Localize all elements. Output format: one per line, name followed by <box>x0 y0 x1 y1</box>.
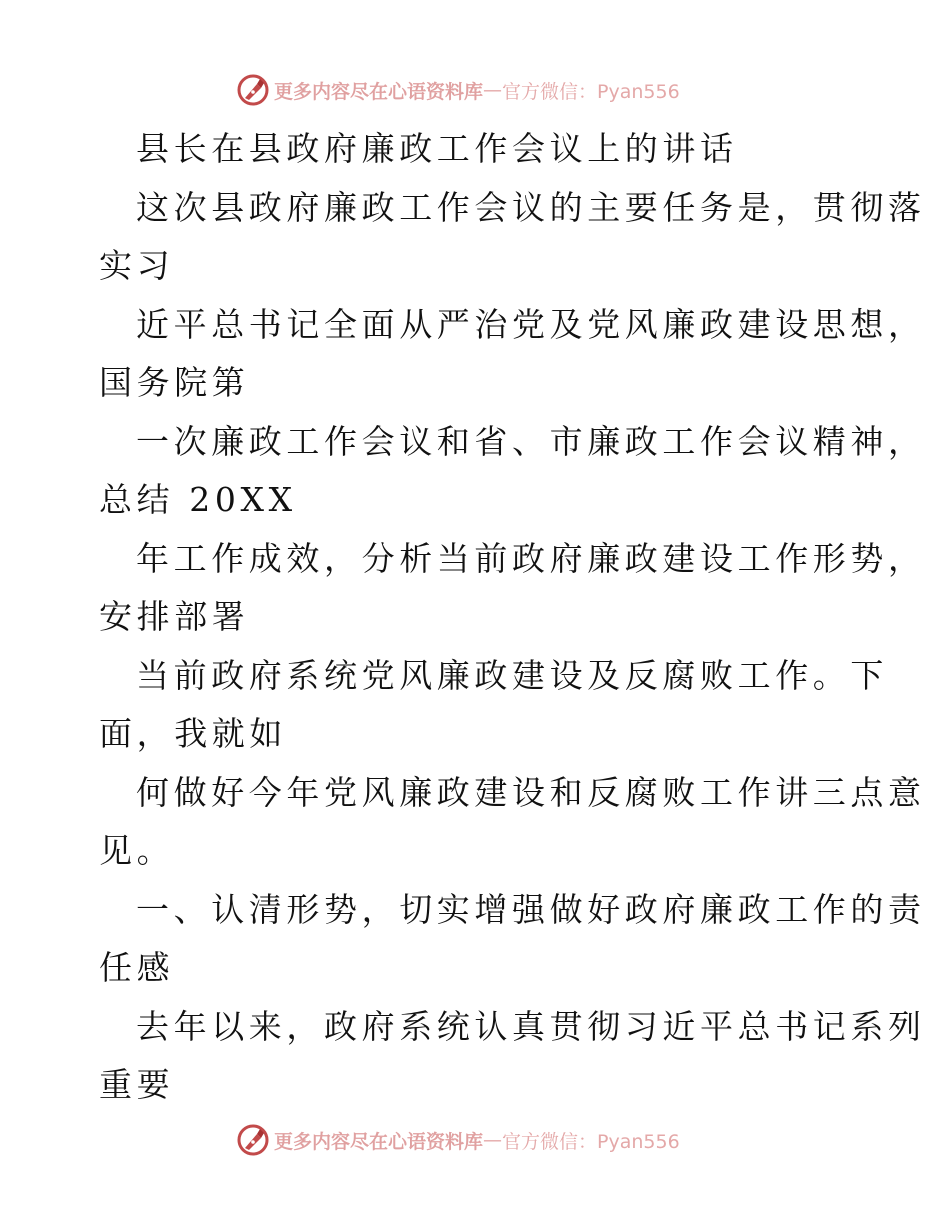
paragraph-line: 年工作成效，分析当前政府廉政建设工作形势， <box>136 538 926 578</box>
paragraph-line: 一次廉政工作会议和省、市廉政工作会议精神， <box>136 421 926 461</box>
paragraph-line: 去年以来，政府系统认真贯彻习近平总书记系列 <box>136 1006 926 1046</box>
section-heading-continued: 任感 <box>99 948 175 987</box>
paragraph-line: 见。 <box>99 831 175 870</box>
watermark-contact: 官方微信：Pyan556 <box>502 1130 680 1153</box>
watermark-contact: 官方微信：Pyan556 <box>502 80 680 103</box>
paragraph-line: 近平总书记全面从严治党及党风廉政建设思想， <box>136 304 926 344</box>
watermark-brand: 更多内容尽在心语资料库 <box>274 80 484 103</box>
paragraph-line: 面，我就如 <box>99 714 287 753</box>
watermark-separator: — <box>483 1129 503 1151</box>
document-body <box>99 120 926 1115</box>
pen-nib-circle-icon <box>236 73 270 107</box>
paragraph-line: 这次县政府廉政工作会议的主要任务是，贯彻落 <box>136 187 926 227</box>
paragraph-line: 实习 <box>99 246 175 285</box>
document-title: 县长在县政府廉政工作会议上的讲话 <box>136 129 738 168</box>
watermark-separator: — <box>483 79 503 101</box>
paragraph-line: 重要 <box>99 1065 175 1104</box>
header-watermark <box>236 72 680 108</box>
watermark-brand: 更多内容尽在心语资料库 <box>274 1130 484 1153</box>
paragraph-line: 何做好今年党风廉政建设和反腐败工作讲三点意 <box>136 772 926 812</box>
paragraph-line: 国务院第 <box>99 363 250 402</box>
paragraph-line: 安排部署 <box>99 597 250 636</box>
section-heading: 一、认清形势，切实增强做好政府廉政工作的责 <box>136 889 926 929</box>
paragraph-line: 总结 20XX <box>99 480 297 519</box>
paragraph-line: 当前政府系统党风廉政建设及反腐败工作。下 <box>136 655 888 695</box>
footer-watermark <box>236 1122 680 1158</box>
pen-nib-circle-icon <box>236 1123 270 1157</box>
